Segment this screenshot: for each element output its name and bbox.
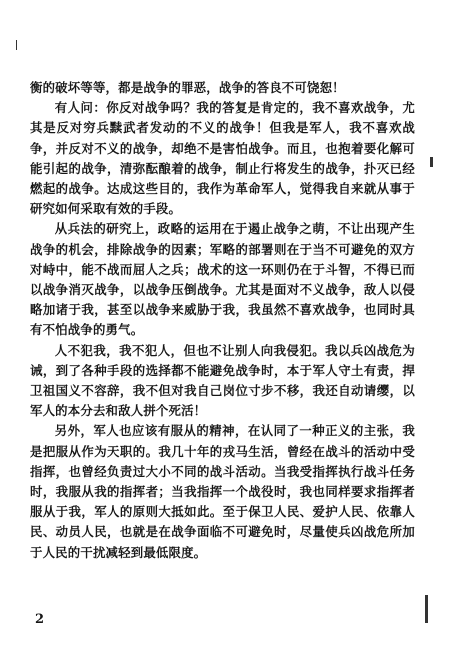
page-number: 2 <box>35 612 45 627</box>
paragraph-5: 另外，军人也应该有服从的精神，在认同了一种正义的主张，我是把服从作为天职的。我几十年的戎马生活，曾经在战斗的活动中受指挥，也曾经负责过大小不同的战斗活动。当我受指挥执行战斗任务时，我服从我的指挥者；当我指挥一个战役时，我也同样要求指挥者服从于我，军人的原则大抵如此。至于保卫人民、爱护人民、依靠人民、动员人民，也就是在战争面临不可避免时，尽量使兵凶战危所加于人民的干扰减轻到最低限度。 <box>30 423 415 560</box>
body-text <box>30 78 415 563</box>
paragraph-4: 人不犯我，我不犯人，但也不让别人向我侵犯。我以兵凶战危为诫，到了各种手段的选择都不能避免战争时，本于军人守土有责，捍卫祖国义不容辞，我不但对我自己岗位寸步不移，我还自动请缨，以军人的本分去和敌人拼个死活！ <box>30 342 415 419</box>
paragraph-3: 从兵法的研究上，政略的运用在于遏止战争之萌，不让出现产生战争的机会，排除战争的因素；军略的部署则在于当不可避免的双方对峙中，能不战而屈人之兵；战术的这一环则仍在于斗智，不得已而以战争消灭战争，以战争压倒战争。尤其是面对不义战争，敌人以侵略加诸于我，甚至以战争来威胁于我，我虽然不喜欢战争，也同时具有不怕战争的勇气。 <box>30 221 415 338</box>
paragraph-2: 有人问：你反对战争吗？我的答复是肯定的，我不喜欢战争，尤其是反对穷兵黩武者发动的不义的战争！但我是军人，我不喜欢战争，并反对不义的战争，却绝不是害怕战争。而且，也抱着要化解可能引起的战争，清弥酝酿着的战争，制止行将发生的战争，扑灭已经燃起的战争。达成这些目的，我作为革命军人，觉得我自来就从事于研究如何采取有效的手段。 <box>30 100 415 217</box>
scan-mark-right <box>430 157 433 167</box>
scan-mark-bottom-right <box>425 595 428 623</box>
paragraph-1: 衡的破坏等等，都是战争的罪恶，战争的答良不可饶恕！ <box>30 80 345 95</box>
scan-mark-top-left <box>16 40 17 50</box>
